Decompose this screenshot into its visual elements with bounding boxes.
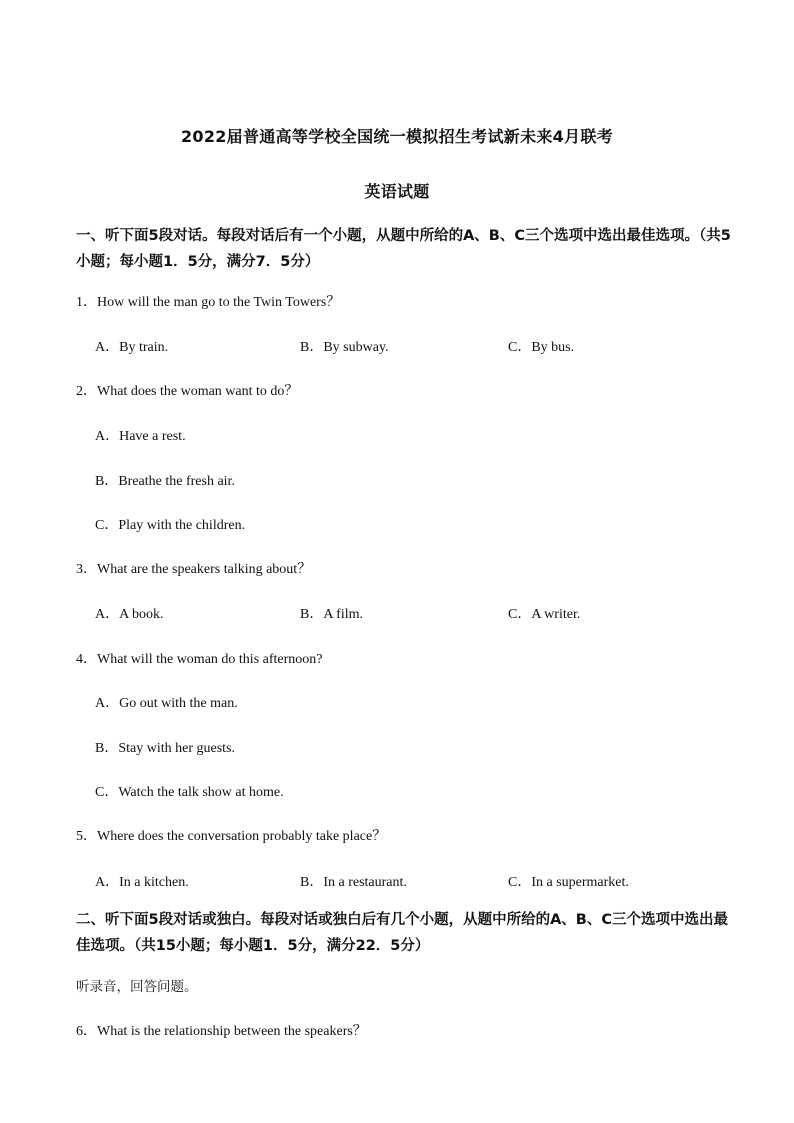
question-4: 4．What will the woman do this afternoon?: [76, 652, 323, 667]
exam-subtitle: 英语试题: [364, 182, 430, 201]
question-3: 3．What are the speakers talking about？: [76, 562, 312, 577]
question-2-option-c: C．Play with the children.: [95, 518, 246, 533]
question-2-option-b: B．Breathe the fresh air.: [95, 474, 235, 489]
question-1-option-b: B．By subway.: [300, 340, 389, 355]
section1-heading: 一、听下面5段对话。每段对话后有一个小题，从题中所给的A、B、C三个选项中选出最佳选项。（共5小题；每小题1．5分，满分7．5分）: [76, 228, 731, 270]
question-5: 5．Where does the conversation probably take place？: [76, 829, 387, 844]
section2-instruction: 听录音，回答问题。: [76, 979, 198, 995]
question-3-option-b: B．A film.: [300, 607, 364, 622]
exam-title: 2022届普通高等学校全国统一模拟招生考试新未来4月联考: [180, 127, 614, 146]
question-1-option-a: A．By train.: [95, 340, 169, 355]
question-4-option-c: C．Watch the talk show at home.: [95, 785, 284, 800]
question-5-option-a: A．In a kitchen.: [95, 875, 189, 890]
question-5-option-c: C．In a supermarket.: [508, 875, 629, 890]
question-3-option-c: C．A writer.: [508, 607, 581, 622]
question-2: 2．What does the woman want to do？: [76, 384, 299, 399]
section2-heading: 二、听下面5段对话或独白。每段对话或独白后有几个小题，从题中所给的A、B、C三个选项中选出最佳选项。（共15小题；每小题1．5分，满分22．5分）: [76, 912, 729, 954]
question-4-option-b: B．Stay with her guests.: [95, 741, 235, 756]
question-4-option-a: A．Go out with the man.: [95, 696, 238, 711]
question-6: 6．What is the relationship between the speakers？: [76, 1024, 367, 1039]
question-5-option-b: B．In a restaurant.: [300, 875, 407, 890]
question-2-option-a: A．Have a rest.: [95, 429, 186, 444]
question-1-option-c: C．By bus.: [508, 340, 575, 355]
question-1: 1．How will the man go to the Twin Towers？: [76, 295, 341, 310]
question-3-option-a: A．A book.: [95, 607, 164, 622]
